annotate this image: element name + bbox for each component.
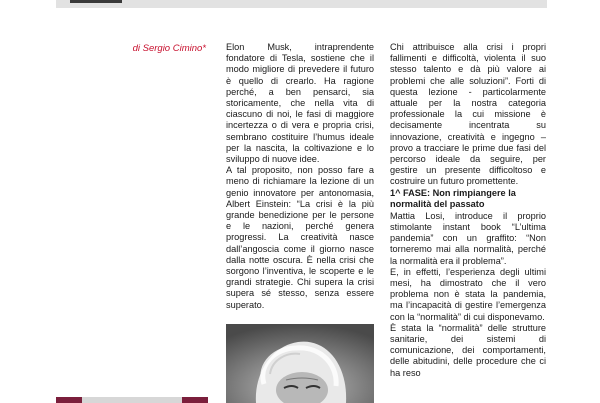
paragraph: E, in effetti, l’esperienza degli ultimi mesi, ha dimostrato che il vero problema non è stata la pandemia, ma l’incapacità di gestire l’emergenza con la “normalità” di cui disponevamo. <box>390 266 546 322</box>
article-column-middle <box>226 42 374 311</box>
paragraph: Mattia Losi, introduce il proprio stimolante instant book “L’ultima pandemia” con un graffito: “Non torneremo mai alla normalità, perché la normalità era il problema”. <box>390 210 546 266</box>
portrait-image <box>226 324 374 403</box>
sidebar-accent <box>56 397 82 403</box>
sidebar-accent <box>182 397 208 403</box>
top-header-accent <box>70 0 122 3</box>
article-column-right <box>390 42 546 379</box>
paragraph: È stata la “normalità” delle strutture sanitarie, dei sistemi di comunicazione, dei comportamenti, delle abitudini, delle procedure che ci ha reso <box>390 322 546 378</box>
einstein-photo <box>226 324 374 403</box>
top-header-bar <box>56 0 547 8</box>
paragraph: Elon Musk, intraprendente fondatore di Tesla, sostiene che il modo migliore di prevedere il futuro è quello di crearlo. Ha ragione perché, a ben pensarci, sia storicamente, che nella vita di ciascuno di noi, le fasi di maggiore incertezza o di vera e propria crisi, sembrano costituire l’humus ideale per la nascita, la coltivazione e lo sviluppo di nuove idee. <box>226 42 374 165</box>
paragraph: A tal proposito, non posso fare a meno di richiamare la lezione di un genio innovatore per antonomasia, Albert Einstein: “La crisi è la più grande benedizione per le persone e le nazioni, perché genera progressi. La creatività nasce dall’angoscia come il giorno nasce dalla notte oscura. È nella crisi che sorgono l’inventiva, le scoperte e le grandi strategie. Chi supera la crisi supera sé stesso, senza essere superato. <box>226 165 374 310</box>
byline: di Sergio Cimino* <box>132 43 206 54</box>
paragraph: Chi attribuisce alla crisi i propri fallimenti e difficoltà, violenta il suo stesso talento e dà più valore ai problemi che alle soluzioni”. Forti di questa lezione - particolarmente attuale per la nostra categoria professionale la cui missione è decisamente incentrata su innovazione, creatività e ingegno – provo a tracciare le prime due fasi del percorso ideale da seguire, per gestire un presente difficoltoso e costruire un futuro promettente. <box>390 42 546 187</box>
section-heading: 1^ FASE: Non rimpiangere la normalità del passato <box>390 187 516 210</box>
